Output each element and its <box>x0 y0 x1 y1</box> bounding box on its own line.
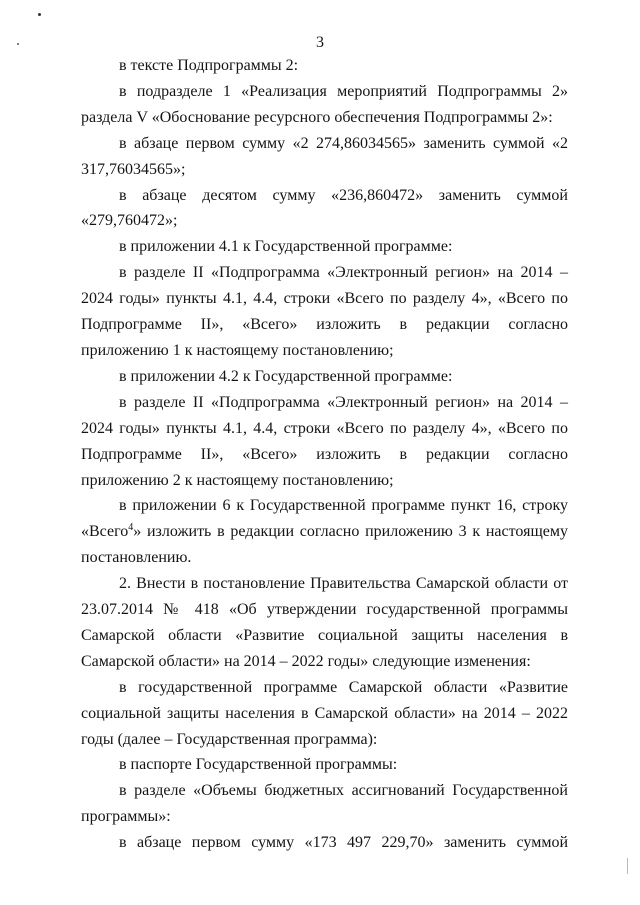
paragraph <box>81 493 568 571</box>
paragraph: в паспорте Государственной программы: <box>119 756 398 774</box>
paragraph-text: » изложить в редакции согласно приложению 3 к настоящему постановлению. <box>81 523 568 567</box>
paragraph: в подразделе 1 «Реализация мероприятий Подпрограммы 2» раздела V «Обоснование ресурсного обеспечения Подпрограммы 2»: <box>81 82 568 126</box>
page-number: 3 <box>316 34 324 51</box>
paragraph: в тексте Подпрограммы 2: <box>119 57 299 74</box>
paragraph: в разделе «Объемы бюджетных ассигнований Государственной программы»: <box>81 782 568 826</box>
paragraph: в абзаце десятом сумму «236,860472» заменить суммой «279,760472»; <box>81 186 568 230</box>
paragraph: в абзаце первом сумму «173 497 229,70» заменить суммой <box>119 834 568 852</box>
paragraph: в государственной программе Самарской области «Развитие социальной защиты населения в Самарской области» на 2014 – 2022 годы (далее – Государственная программа): <box>81 678 568 748</box>
scan-mark <box>627 858 628 874</box>
paragraph: в разделе II «Подпрограмма «Электронный регион» на 2014 – 2024 годы» пункты 4.1, 4.4, строки «Всего по разделу 4», «Всего по Подпрограмме II», «Всего» изложить в редакции согласно приложению 1 к настоящему постановлению; <box>81 264 568 359</box>
paragraph: в приложении 4.2 к Государственной программе: <box>119 367 453 385</box>
paragraph: 2. Внести в постановление Правительства Самарской области от 23.07.2014 № 418 «Об утверждении государственной программы Самарской области «Развитие социальной защиты населения в Самарской области» на 2014 – 2022 годы» следующие изменения: <box>81 575 568 670</box>
scan-speck <box>38 13 41 16</box>
superscript-footnote: 4 <box>128 522 134 534</box>
paragraph: в разделе II «Подпрограмма «Электронный регион» на 2014 – 2024 годы» пункты 4.1, 4.4, строки «Всего по разделу 4», «Всего по Подпрограмме II», «Всего» изложить в редакции согласно приложению 2 к настоящему постановлению; <box>81 393 568 489</box>
paragraph: в приложении 4.1 к Государственной программе: <box>119 238 453 256</box>
paragraph: в абзаце первом сумму «2 274,86034565» заменить суммой «2 317,76034565»; <box>81 134 568 178</box>
paragraph-text: в приложении 6 к Государственной программе пункт 16, строку «Всего <box>81 497 568 541</box>
document-body <box>81 53 568 856</box>
